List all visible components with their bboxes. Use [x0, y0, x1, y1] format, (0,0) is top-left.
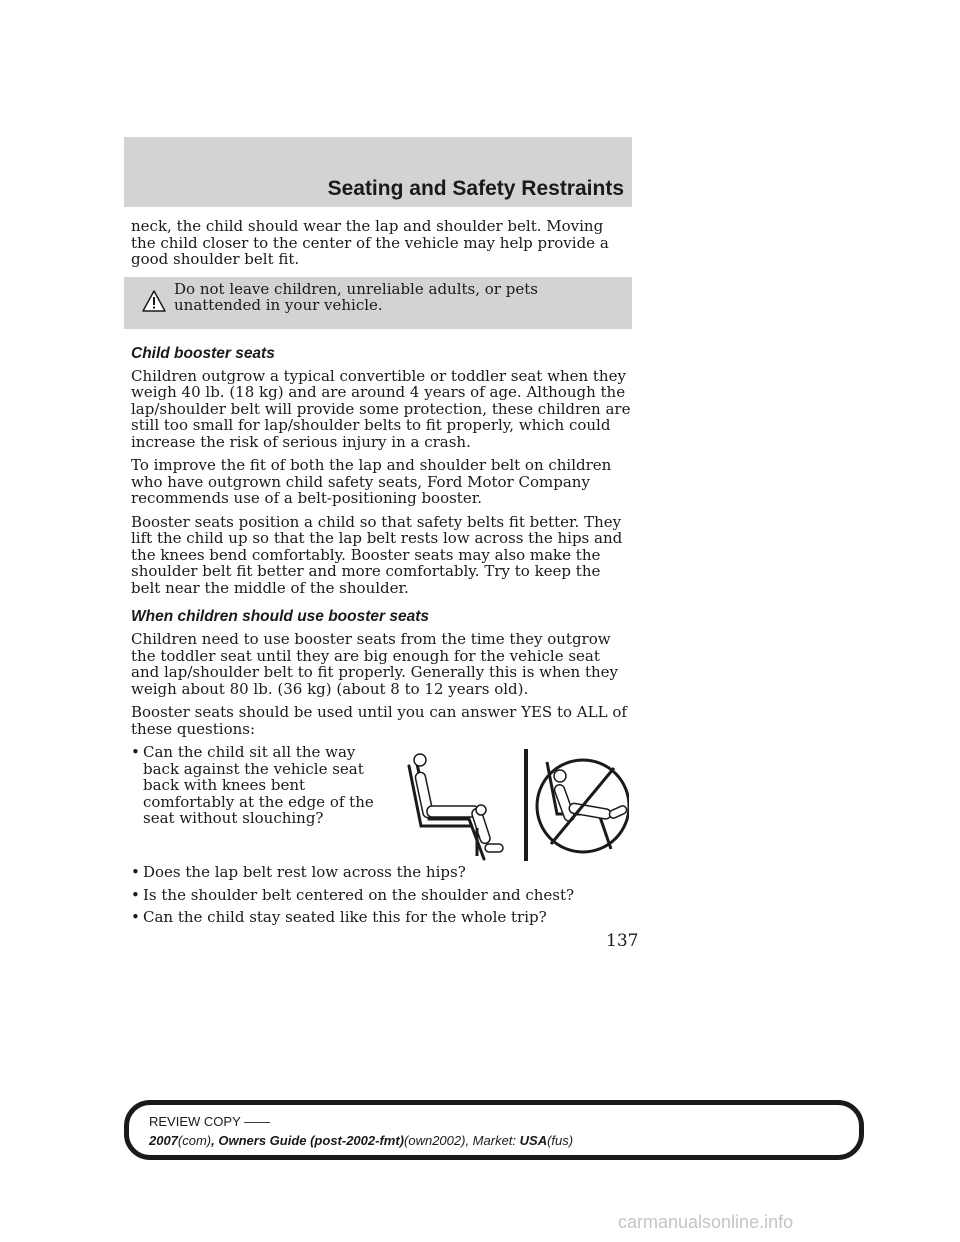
list-item — [131, 744, 393, 827]
bullet-marker: • — [131, 908, 140, 926]
review-market: USA — [519, 1133, 548, 1148]
review-copy-box — [124, 1100, 864, 1160]
section-title: Seating and Safety Restraints — [327, 177, 624, 200]
bullet-marker: • — [131, 743, 140, 761]
warning-text: Do not leave children, unreliable adults, or pets unattended in your vehicle. — [174, 279, 538, 314]
review-com: (com) — [177, 1133, 212, 1148]
warning-triangle-icon — [142, 290, 166, 312]
bullet-text: Is the shoulder belt centered on the shoulder and chest? — [143, 885, 575, 904]
review-year: 2007 — [149, 1133, 178, 1148]
review-copy-details — [149, 1133, 573, 1148]
watermark: carmanualsonline.info — [618, 1212, 794, 1232]
paragraph: Booster seats position a child so that safety belts fit better. They lift the child up so that the lap belt rests low across the hips and the knees bend comfortably. Booster seats may also make the shoulder belt fit better and more comfortably. Try to keep the belt near the middle of the shoulder. — [131, 512, 623, 597]
heading-when-to-use-booster: When children should use booster seats — [131, 608, 429, 625]
bullet-text: Can the child sit all the way back against the vehicle seat back with knees bent comfortably at the edge of the seat without slouching? — [143, 743, 374, 827]
warning-box — [124, 277, 632, 329]
bullet-with-figure — [131, 744, 631, 864]
list-item — [131, 864, 631, 881]
list-item — [131, 887, 631, 904]
review-own: (own2002) — [404, 1133, 466, 1148]
paragraph: Children need to use booster seats from the time they outgrow the toddler seat until they are big enough for the vehicle seat and lap/shoulder belt to fit properly. Generally this is when they weigh about 80 lb. (36 kg) (about 8 to 12 years old). — [131, 630, 619, 698]
page-number: 137 — [606, 931, 639, 951]
page-content — [131, 218, 631, 932]
header-band — [124, 137, 632, 207]
review-fus: (fus) — [547, 1133, 574, 1148]
list-item — [131, 909, 631, 926]
review-copy-label: REVIEW COPY —— — [149, 1114, 271, 1129]
review-guide: , Owners Guide (post-2002-fmt) — [211, 1133, 405, 1148]
paragraph: To improve the fit of both the lap and shoulder belt on children who have outgrown child safety seats, Ford Motor Company recommends use of a belt-positioning booster. — [131, 456, 612, 507]
paragraph: Booster seats should be used until you can answer YES to ALL of these questions: — [131, 703, 627, 738]
intro-paragraph: neck, the child should wear the lap and shoulder belt. Moving the child closer to the center of the vehicle may help provide a good shoulder belt fit. — [131, 217, 609, 268]
bullet-text: Does the lap belt rest low across the hips? — [143, 863, 466, 881]
bullet-text: Can the child stay seated like this for the whole trip? — [143, 908, 547, 926]
paragraph: Children outgrow a typical convertible or toddler seat when they weigh 40 lb. (18 kg) and are around 4 years of age. Although the lap/shoulder belt will provide some protection, these children are still too small for lap/shoulder belts to fit properly, which could increase the risk of serious injury in a crash. — [131, 366, 631, 451]
review-market-label: , Market: — [465, 1133, 520, 1148]
bullet-marker: • — [131, 885, 140, 904]
booster-seat-illustration — [399, 744, 629, 864]
heading-child-booster-seats: Child booster seats — [131, 344, 275, 362]
bullet-marker: • — [131, 863, 140, 881]
